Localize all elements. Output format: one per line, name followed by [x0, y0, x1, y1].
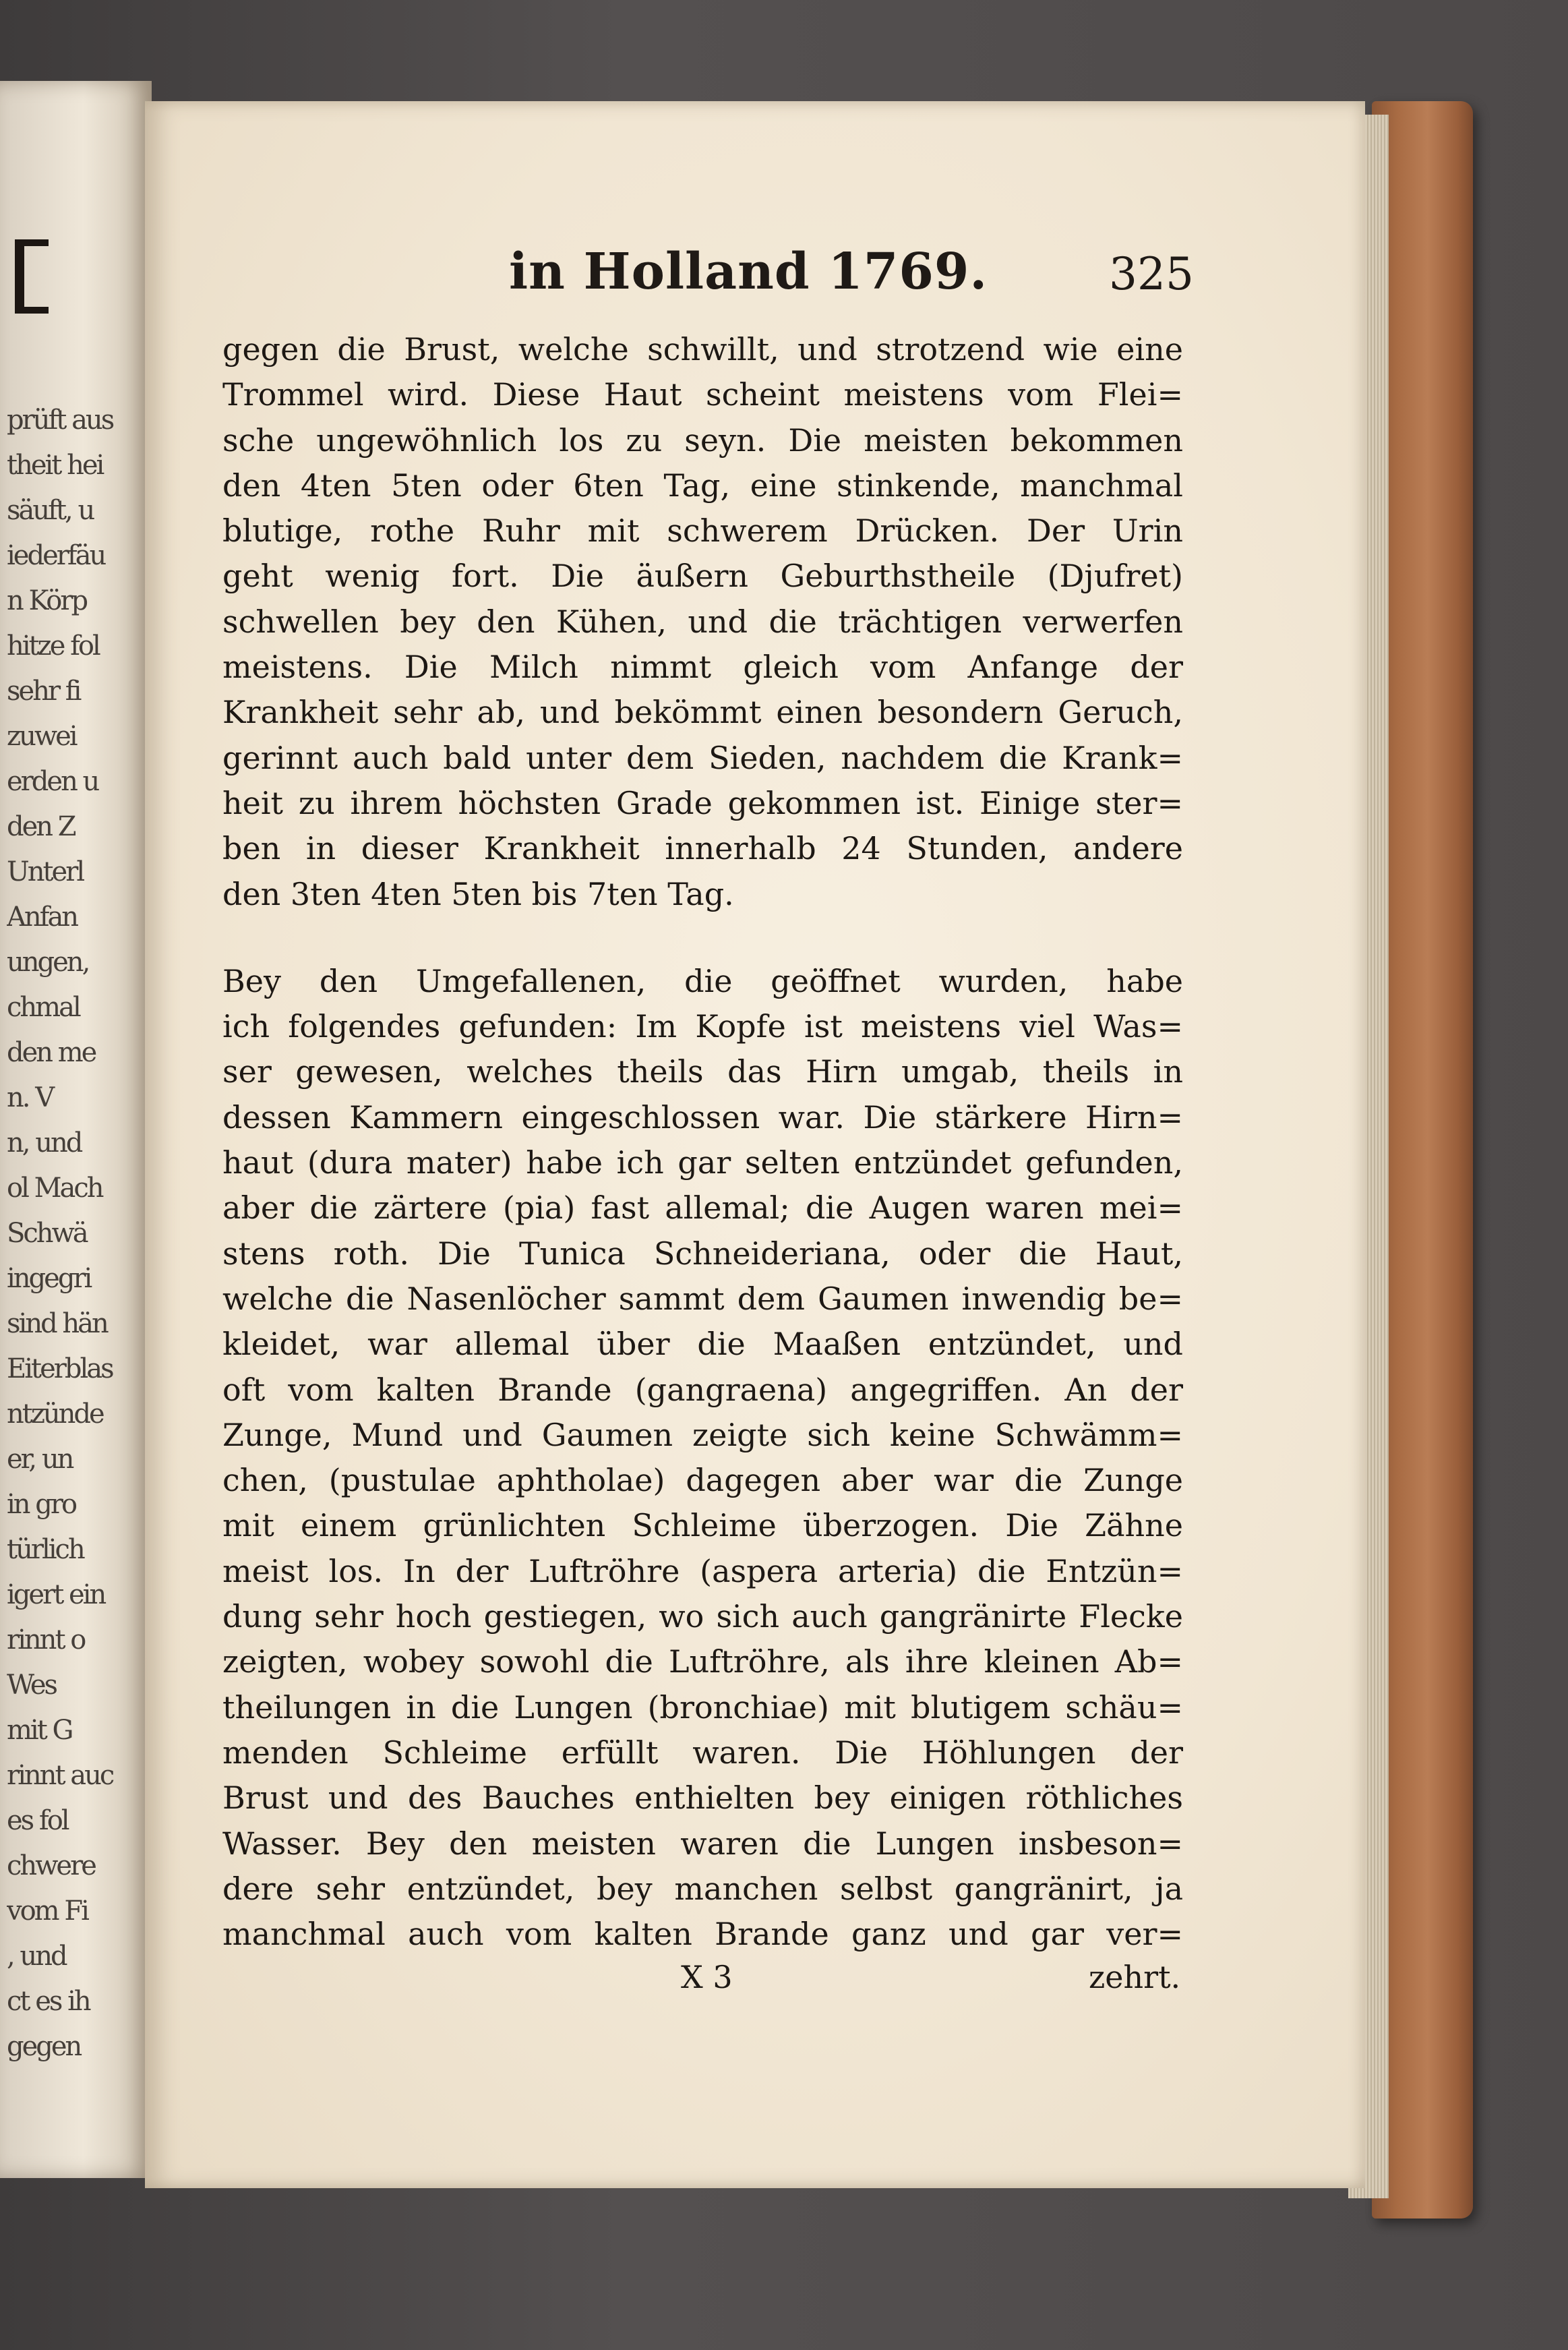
previous-page-fragment: den me [7, 1037, 96, 1068]
text-line: meist los. In der Luftröhre (aspera arteria) die Entzün= [222, 1552, 1183, 1589]
previous-page-fragment: vom Fi [7, 1896, 88, 1927]
previous-page-fragment: n Körp [7, 585, 87, 616]
text-line: theilungen in die Lungen (bronchiae) mit blutigem schäu= [222, 1688, 1183, 1726]
previous-page-fragment: es fol [7, 1805, 68, 1836]
paragraph-2 [222, 959, 1183, 1958]
previous-page-fragment: theit hei [7, 450, 103, 481]
text-line: haut (dura mater) habe ich gar selten entzündet gefunden, [222, 1144, 1183, 1181]
text-line: gegen die Brust, welche schwillt, und strotzend wie eine [222, 331, 1183, 368]
text-line: meistens. Die Milch nimmt gleich vom Anfange der [222, 649, 1183, 686]
catchword: zehrt. [1089, 1959, 1181, 1995]
text-line: geht wenig fort. Die äußern Geburthstheile (Djufret) [222, 558, 1183, 595]
signature-mark: X 3 [681, 1959, 733, 1995]
previous-page-initial-glyph [15, 239, 49, 314]
text-line: oft vom kalten Brande (gangraena) angegriffen. An der [222, 1371, 1183, 1408]
previous-page-fragment: ungen, [7, 947, 89, 978]
previous-page-fragment: n, und [7, 1127, 82, 1158]
previous-page-fragment: Unterl [7, 856, 84, 887]
text-line: den 3ten 4ten 5ten bis 7ten Tag. [222, 875, 734, 912]
previous-page-fragment: Eiterblas [7, 1353, 113, 1384]
previous-page-fragment: igert ein [7, 1579, 105, 1610]
text-line: gerinnt auch bald unter dem Sieden, nachdem die Krank= [222, 739, 1183, 776]
text-line: Brust und des Bauches enthielten bey einigen röthliches [222, 1780, 1183, 1817]
text-line: sche ungewöhnlich los zu seyn. Die meisten bekommen [222, 421, 1183, 459]
text-line: schwellen bey den Kühen, und die trächtigen verwerfen [222, 603, 1183, 640]
text-line: Zunge, Mund und Gaumen zeigte sich keine Schwämm= [222, 1416, 1183, 1453]
previous-page-fragment: sehr fi [7, 676, 80, 707]
previous-page-fragment: zuwei [7, 721, 76, 752]
previous-page-fragment: , und [7, 1941, 66, 1972]
book-page [145, 101, 1365, 2188]
previous-page-fragment: den Z [7, 811, 75, 842]
text-line: den 4ten 5ten oder 6ten Tag, eine stinkende, manchmal [222, 467, 1183, 504]
text-line: Trommel wird. Diese Haut scheint meistens vom Flei= [222, 376, 1183, 413]
paragraph-1 [222, 327, 1183, 917]
previous-page-fragment: Wes [7, 1670, 57, 1701]
previous-page-fragment: säuft, u [7, 495, 94, 526]
previous-page-fragment: ol Mach [7, 1173, 102, 1204]
previous-page-text-fragments [7, 398, 145, 2069]
text-line: stens roth. Die Tunica Schneideriana, oder die Haut, [222, 1235, 1183, 1272]
text-line: zeigten, wobey sowohl die Luftröhre, als ihre kleinen Ab= [222, 1643, 1183, 1680]
previous-page-fragment: rinnt o [7, 1624, 85, 1655]
text-line: ich folgendes gefunden: Im Kopfe ist meistens viel Was= [222, 1008, 1183, 1045]
page-header [145, 243, 1365, 317]
previous-page-fragment: gegen [7, 2031, 81, 2062]
text-line: dere sehr entzündet, bey manchen selbst gangränirt, ja [222, 1870, 1183, 1907]
previous-page-fragment: sind hän [7, 1308, 107, 1339]
text-line: Bey den Umgefallenen, die geöffnet wurden, habe [222, 962, 1183, 999]
text-line: kleidet, war allemal über die Maaßen entzündet, und [222, 1326, 1183, 1363]
text-line: menden Schleime erfüllt waren. Die Höhlungen der [222, 1734, 1183, 1771]
previous-page-fragment: ct es ih [7, 1986, 90, 2017]
previous-page-fragment: mit G [7, 1715, 72, 1746]
page-number: 325 [1109, 248, 1194, 300]
previous-page-fragment: hitze fol [7, 630, 99, 662]
text-line: welche die Nasenlöcher sammt dem Gaumen inwendig be= [222, 1280, 1183, 1317]
previous-page-fragment: türlich [7, 1534, 84, 1565]
text-line: blutige, rothe Ruhr mit schwerem Drücken. Der Urin [222, 512, 1183, 550]
previous-page-fragment: er, un [7, 1444, 73, 1475]
previous-page-fragment: Anfan [7, 902, 78, 933]
paragraph-gap [222, 917, 1183, 959]
text-line: ser gewesen, welches theils das Hirn umgab, theils in [222, 1053, 1183, 1090]
text-line: dessen Kammern eingeschlossen war. Die stärkere Hirn= [222, 1098, 1183, 1136]
previous-page-fragment: ntzünde [7, 1399, 103, 1430]
running-head: in Holland 1769. [509, 243, 988, 301]
body-text [222, 327, 1183, 1957]
text-line: dung sehr hoch gestiegen, wo sich auch gangränirte Flecke [222, 1598, 1183, 1635]
text-line: chen, (pustulae aphtholae) dagegen aber war die Zunge [222, 1462, 1183, 1499]
previous-page-fragment: erden u [7, 766, 98, 797]
previous-page-fragment: n. V [7, 1082, 53, 1113]
text-line: Wasser. Bey den meisten waren die Lungen insbeson= [222, 1825, 1183, 1862]
text-line: ben in dieser Krankheit innerhalb 24 Stunden, andere [222, 830, 1183, 867]
previous-page-fragment: chwere [7, 1850, 95, 1881]
previous-page-fragment: chmal [7, 992, 80, 1023]
text-line: Krankheit sehr ab, und bekömmt einen besondern Geruch, [222, 694, 1183, 731]
previous-page-fragment: in gro [7, 1489, 76, 1520]
text-line: manchmal auch vom kalten Brande ganz und gar ver= [222, 1916, 1183, 1953]
text-line: aber die zärtere (pia) fast allemal; die Augen waren mei= [222, 1189, 1183, 1227]
previous-page-edge [0, 81, 152, 2178]
previous-page-fragment: iederfäu [7, 540, 105, 571]
previous-page-fragment: prüft aus [7, 405, 113, 436]
previous-page-fragment: ingegri [7, 1263, 91, 1294]
text-line: heit zu ihrem höchsten Grade gekommen ist. Einige ster= [222, 784, 1183, 821]
previous-page-fragment: rinnt auc [7, 1760, 113, 1791]
text-line: mit einem grünlichten Schleime überzogen. Die Zähne [222, 1507, 1183, 1544]
previous-page-fragment: Schwä [7, 1218, 87, 1249]
